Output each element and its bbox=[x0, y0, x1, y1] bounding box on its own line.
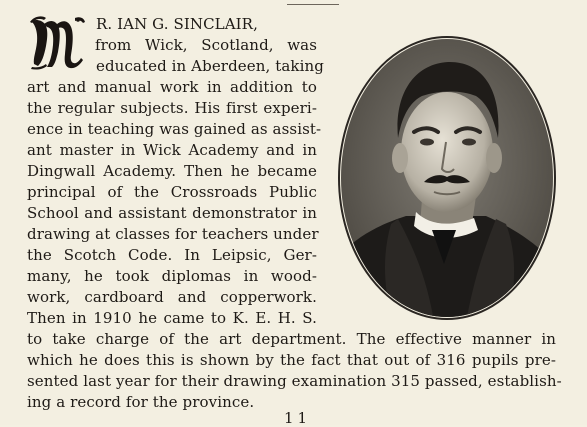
text-line-6: ence in teaching was gained as assist- bbox=[27, 120, 322, 138]
text-line-18: sented last year for their drawing examination 315 passed, establish- bbox=[27, 372, 562, 390]
text-line-12: the Scotch Code. In Leipsic, Ger- bbox=[27, 246, 317, 264]
text-line-13: many, he took diplomas in wood- bbox=[27, 267, 317, 285]
text-line-11: drawing at classes for teachers under bbox=[27, 225, 319, 243]
text-line-2: from Wick, Scotland, was bbox=[95, 36, 317, 54]
top-rule bbox=[287, 4, 339, 5]
text-line-9: principal of the Crossroads Public bbox=[27, 183, 317, 201]
text-line-3: educated in Aberdeen, taking bbox=[96, 57, 324, 75]
text-line-5: the regular subjects. His first experi- bbox=[27, 99, 317, 117]
page-number: 11 bbox=[284, 409, 312, 427]
text-line-14: work, cardboard and copperwork. bbox=[27, 288, 317, 306]
text-line-10: School and assistant demonstrator in bbox=[27, 204, 317, 222]
text-line-16: to take charge of the art department. The effective manner in bbox=[27, 330, 556, 348]
text-line-7: ant master in Wick Academy and in bbox=[27, 141, 317, 159]
portrait-photo bbox=[336, 34, 558, 322]
text-line-15: Then in 1910 he came to K. E. H. S. bbox=[27, 309, 317, 327]
drop-cap-m bbox=[28, 12, 86, 70]
text-line-1: R. IAN G. SINCLAIR, bbox=[96, 15, 258, 33]
text-line-4: art and manual work in addition to bbox=[27, 78, 317, 96]
text-line-19: ing a record for the province. bbox=[27, 393, 255, 411]
text-line-8: Dingwall Academy. Then he became bbox=[27, 162, 317, 180]
text-line-17: which he does this is shown by the fact that out of 316 pupils pre- bbox=[27, 351, 556, 369]
